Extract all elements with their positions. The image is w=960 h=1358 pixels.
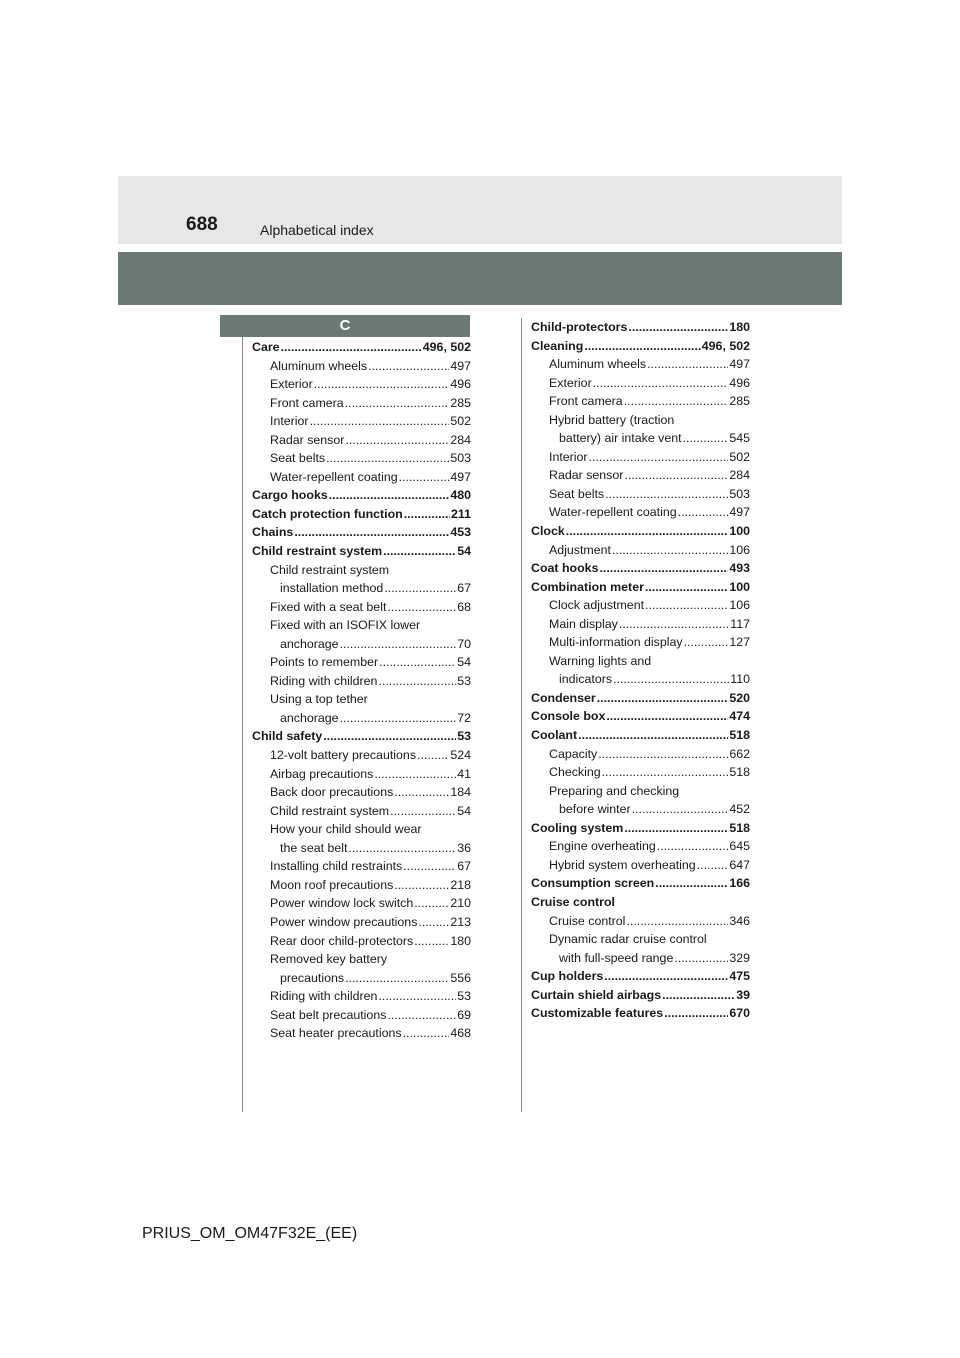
index-subentry <box>531 763 750 782</box>
dot-leader <box>345 394 450 413</box>
dot-leader <box>349 839 457 858</box>
entry-label: Condenser <box>531 690 596 705</box>
page-ref[interactable]: 475 <box>729 969 750 984</box>
dot-leader <box>378 987 456 1006</box>
entry-label: Cooling system <box>531 820 624 835</box>
index-subentry <box>252 672 471 691</box>
page-ref[interactable]: 524 <box>450 748 471 763</box>
index-subentry <box>531 912 750 931</box>
dot-leader <box>645 596 728 615</box>
dot-leader <box>674 949 728 968</box>
entry-label: Main display <box>549 616 618 631</box>
entry-label: Seat heater precautions <box>270 1026 402 1041</box>
entry-label: Power window precautions <box>270 914 418 929</box>
page-ref[interactable]: 36 <box>457 840 471 855</box>
dot-leader <box>619 615 729 634</box>
page-ref[interactable]: 452 <box>729 802 750 817</box>
index-subentry <box>252 969 471 988</box>
index-entry <box>252 542 471 561</box>
entry-label: Clock adjustment <box>549 598 645 613</box>
entry-label: Preparing and checking <box>549 783 680 798</box>
entry-label: Rear door child-protectors <box>270 933 414 948</box>
entry-label: Riding with children <box>270 673 378 688</box>
page-ref[interactable]: 497 <box>729 357 750 372</box>
dot-leader <box>368 357 449 376</box>
index-subentry <box>252 412 471 431</box>
dot-leader <box>281 338 422 357</box>
entry-label: Interior <box>270 414 309 429</box>
index-subentry <box>252 987 471 1006</box>
page-ref[interactable]: 180 <box>729 320 750 334</box>
index-subentry <box>531 856 750 875</box>
dot-leader <box>683 429 729 448</box>
dot-leader <box>323 727 456 746</box>
index-entry <box>531 559 750 578</box>
index-subentry <box>252 932 471 951</box>
entry-label: Using a top tether <box>270 692 368 707</box>
dot-leader <box>612 541 728 560</box>
page-ref[interactable]: 502 <box>450 414 471 429</box>
page-ref[interactable]: 285 <box>729 394 750 409</box>
dot-leader <box>597 689 729 708</box>
dot-leader <box>624 466 728 485</box>
entry-label: Installing child restraints <box>270 859 403 874</box>
page-ref[interactable]: 284 <box>450 432 471 447</box>
dot-leader <box>662 986 735 1005</box>
entry-label: Child-protectors <box>531 320 628 334</box>
entry-label: precautions <box>280 970 345 985</box>
entry-label: Seat belts <box>549 486 605 501</box>
page-ref[interactable]: 346 <box>729 913 750 928</box>
entry-label: anchorage <box>280 710 339 725</box>
entry-label: Moon roof precautions <box>270 877 394 892</box>
dot-leader <box>604 967 728 986</box>
dot-leader <box>624 819 728 838</box>
dot-leader <box>399 468 450 487</box>
entry-label: before winter <box>559 802 631 817</box>
dot-leader <box>655 874 728 893</box>
entry-label: Warning lights and <box>549 653 652 668</box>
page-ref[interactable]: 100 <box>729 579 750 594</box>
page-ref[interactable]: 284 <box>729 468 750 483</box>
entry-label: Cruise control <box>549 913 626 928</box>
page-ref[interactable]: 497 <box>450 358 471 373</box>
entry-label: Points to remember <box>270 655 379 670</box>
dot-leader <box>294 523 449 542</box>
dot-leader <box>394 783 449 802</box>
index-subentry <box>531 633 750 652</box>
page-ref[interactable]: 54 <box>457 655 471 670</box>
dot-leader <box>403 1024 450 1043</box>
dot-leader <box>584 337 700 356</box>
page-ref[interactable]: 39 <box>736 987 750 1002</box>
page-ref[interactable]: 520 <box>729 690 750 705</box>
dot-leader <box>374 765 456 784</box>
dot-leader <box>589 448 729 467</box>
index-entry <box>531 578 750 597</box>
dot-leader <box>613 670 729 689</box>
entry-label: Airbag precautions <box>270 766 374 781</box>
entry-label: Clock <box>531 524 565 539</box>
dot-leader <box>605 485 728 504</box>
page-ref[interactable]: 70 <box>457 636 471 651</box>
page-ref[interactable]: 69 <box>457 1007 471 1022</box>
dot-leader <box>678 503 729 522</box>
entry-label: Adjustment <box>549 542 611 557</box>
entry-label: Child restraint system <box>270 562 390 577</box>
index-subentry <box>531 374 750 393</box>
entry-label: Cargo hooks <box>252 488 328 503</box>
dot-leader <box>310 412 450 431</box>
index-subentry <box>252 635 471 654</box>
dot-leader <box>414 932 449 951</box>
page-ref[interactable]: 474 <box>729 709 750 724</box>
index-entry <box>531 819 750 838</box>
entry-label: Catch protection function <box>252 506 403 521</box>
index-subentry <box>531 485 750 504</box>
entry-label: indicators <box>559 672 613 687</box>
page-ref[interactable]: 480 <box>450 488 471 503</box>
entry-label: Front camera <box>270 395 344 410</box>
index-subentry <box>252 449 471 468</box>
page-ref[interactable]: 67 <box>457 859 471 874</box>
entry-label: Checking <box>549 765 601 780</box>
entry-label: Coat hooks <box>531 561 599 576</box>
entry-label: Dynamic radar cruise control <box>549 932 707 947</box>
entry-label: Multi-information display <box>549 635 683 650</box>
index-entry <box>252 523 471 542</box>
index-subentry <box>252 375 471 394</box>
section-title: Alphabetical index <box>260 222 374 238</box>
dot-leader <box>414 894 449 913</box>
entry-label: battery) air intake vent <box>559 431 682 446</box>
index-subentry <box>252 598 471 617</box>
entry-label: Removed key battery <box>270 952 388 967</box>
entry-label: the seat belt <box>280 840 348 855</box>
page-ref[interactable]: 453 <box>450 525 471 540</box>
page-ref[interactable]: 68 <box>457 599 471 614</box>
page-ref[interactable]: 645 <box>729 839 750 854</box>
page-ref[interactable]: 53 <box>457 989 471 1004</box>
dot-leader <box>390 802 456 821</box>
page-ref[interactable]: 670 <box>729 1006 750 1021</box>
dot-leader <box>628 318 728 337</box>
page-ref[interactable]: 496, 502 <box>701 338 750 353</box>
page-ref[interactable]: 54 <box>457 544 471 559</box>
index-column-right <box>531 318 750 1023</box>
dot-leader <box>418 913 449 932</box>
dot-leader <box>329 486 450 505</box>
page-ref[interactable]: 496 <box>729 375 750 390</box>
index-subentry <box>252 876 471 895</box>
dot-leader <box>394 876 449 895</box>
dot-leader <box>326 449 449 468</box>
entry-label: Hybrid battery (traction <box>549 412 675 427</box>
entry-label: Interior <box>549 449 588 464</box>
page-ref[interactable]: 468 <box>450 1026 471 1041</box>
index-subentry <box>531 652 750 671</box>
index-entry <box>531 522 750 541</box>
dot-leader <box>647 355 728 374</box>
index-subentry <box>531 596 750 615</box>
index-subentry <box>252 709 471 728</box>
entry-label: Capacity <box>549 746 598 761</box>
page-ref[interactable]: 54 <box>457 803 471 818</box>
index-subentry <box>252 1024 471 1043</box>
index-entry <box>531 337 750 356</box>
index-entry <box>531 726 750 745</box>
index-subentry <box>531 930 750 949</box>
dot-leader <box>593 374 729 393</box>
entry-label: Cleaning <box>531 338 584 353</box>
index-subentry <box>252 394 471 413</box>
dot-leader <box>626 912 728 931</box>
dot-leader <box>345 431 449 450</box>
page-ref[interactable]: 184 <box>450 785 471 800</box>
dot-leader <box>383 542 456 561</box>
page-ref[interactable]: 662 <box>729 746 750 761</box>
page-ref[interactable]: 518 <box>729 765 750 780</box>
entry-label: How your child should wear <box>270 822 422 837</box>
index-subentry <box>252 616 471 635</box>
index-entry <box>252 338 471 357</box>
entry-label: Water-repellent coating <box>549 505 677 520</box>
page-ref[interactable]: 496, 502 <box>422 340 471 354</box>
entry-label: Seat belt precautions <box>270 1007 387 1022</box>
index-subentry <box>252 802 471 821</box>
entry-label: Seat belts <box>270 451 326 466</box>
dot-leader <box>578 726 728 745</box>
index-entry <box>531 874 750 893</box>
index-subentry <box>531 355 750 374</box>
entry-label: Care <box>252 340 280 354</box>
entry-label: Curtain shield airbags <box>531 987 662 1002</box>
page-ref[interactable]: 106 <box>729 542 750 557</box>
index-subentry <box>252 950 471 969</box>
page-ref[interactable]: 72 <box>457 710 471 725</box>
entry-label: Child restraint system <box>270 803 390 818</box>
dot-leader <box>664 1004 728 1023</box>
header-band <box>118 176 842 244</box>
index-entry <box>252 505 471 524</box>
dot-leader <box>645 578 728 597</box>
index-subentry <box>252 561 471 580</box>
entry-label: Consumption screen <box>531 876 655 891</box>
entry-label: Exterior <box>270 377 313 392</box>
dot-leader <box>387 598 456 617</box>
page-ref[interactable]: 285 <box>450 395 471 410</box>
page-ref[interactable]: 100 <box>729 524 750 539</box>
index-subentry <box>252 839 471 858</box>
entry-label: Engine overheating <box>549 839 656 854</box>
index-subentry <box>531 541 750 560</box>
entry-label: Aluminum wheels <box>270 358 368 373</box>
index-subentry <box>531 949 750 968</box>
page-ref[interactable]: 117 <box>730 616 750 631</box>
page-ref[interactable]: 496 <box>450 377 471 392</box>
index-entry <box>531 986 750 1005</box>
entry-label: Front camera <box>549 394 623 409</box>
dot-leader <box>403 857 456 876</box>
index-subentry <box>252 653 471 672</box>
page-ref[interactable]: 647 <box>729 857 750 872</box>
entry-label: Child restraint system <box>252 544 383 559</box>
index-subentry <box>531 411 750 430</box>
page-ref[interactable]: 218 <box>450 877 471 892</box>
index-subentry <box>252 820 471 839</box>
page-ref[interactable]: 493 <box>729 561 750 576</box>
page-ref[interactable]: 503 <box>729 486 750 501</box>
index-subentry <box>252 913 471 932</box>
entry-label: Exterior <box>549 375 592 390</box>
index-entry <box>531 893 750 912</box>
left-column-rule <box>242 337 243 1112</box>
entry-label: Radar sensor <box>270 432 345 447</box>
entry-label: Chains <box>252 525 294 540</box>
index-entry <box>531 689 750 708</box>
page-ref[interactable]: 53 <box>457 729 471 744</box>
dot-leader <box>684 633 729 652</box>
index-subentry <box>252 431 471 450</box>
index-subentry <box>252 1006 471 1025</box>
dot-leader <box>417 746 449 765</box>
dot-leader <box>624 392 729 411</box>
index-subentry <box>531 670 750 689</box>
index-subentry <box>531 782 750 801</box>
dot-leader <box>598 745 728 764</box>
index-subentry <box>252 894 471 913</box>
entry-label: Console box <box>531 709 606 724</box>
dot-leader <box>602 763 729 782</box>
index-subentry <box>531 615 750 634</box>
index-subentry <box>252 468 471 487</box>
index-subentry <box>252 857 471 876</box>
index-subentry <box>252 690 471 709</box>
page-ref[interactable]: 127 <box>729 635 750 650</box>
index-subentry <box>252 783 471 802</box>
index-subentry <box>531 429 750 448</box>
dot-leader <box>404 505 450 524</box>
dot-leader <box>599 559 728 578</box>
page-ref[interactable]: 545 <box>729 431 750 446</box>
index-subentry <box>531 837 750 856</box>
page-ref[interactable]: 211 <box>451 506 471 521</box>
entry-label: Cruise control <box>531 894 615 909</box>
entry-label: anchorage <box>280 636 339 651</box>
entry-label: Aluminum wheels <box>549 357 647 372</box>
entry-label: with full-speed range <box>559 950 674 965</box>
dot-leader <box>387 1006 456 1025</box>
page-ref[interactable]: 497 <box>729 505 750 520</box>
index-subentry <box>252 746 471 765</box>
index-entry <box>252 486 471 505</box>
index-subentry <box>531 745 750 764</box>
entry-label: Cup holders <box>531 969 604 984</box>
entry-label: Fixed with a seat belt <box>270 599 387 614</box>
dot-leader <box>314 375 450 394</box>
right-column-rule <box>521 318 522 1112</box>
entry-label: Coolant <box>531 728 578 743</box>
entry-label: Customizable features <box>531 1006 664 1021</box>
page-number: 688 <box>186 214 218 235</box>
page-ref[interactable]: 518 <box>729 820 750 835</box>
page-ref[interactable]: 180 <box>450 933 471 948</box>
index-entry <box>531 318 750 337</box>
entry-label: Hybrid system overheating <box>549 857 696 872</box>
dot-leader <box>657 837 729 856</box>
index-entry <box>531 707 750 726</box>
dot-leader <box>566 522 729 541</box>
entry-label: Power window lock switch <box>270 896 414 911</box>
dot-leader <box>606 707 728 726</box>
document-id: PRIUS_OM_OM47F32E_(EE) <box>142 1225 358 1242</box>
page-ref[interactable]: 67 <box>457 581 471 596</box>
dot-leader <box>378 672 456 691</box>
dot-leader <box>340 709 457 728</box>
index-letter-tab: C <box>220 315 470 337</box>
entry-label: Water-repellent coating <box>270 469 398 484</box>
dot-leader <box>384 579 456 598</box>
page-ref[interactable]: 518 <box>729 728 750 743</box>
index-entry <box>531 967 750 986</box>
page-ref[interactable]: 106 <box>729 598 750 613</box>
page-ref[interactable]: 502 <box>729 449 750 464</box>
page-ref[interactable]: 166 <box>729 876 750 891</box>
page-ref[interactable]: 497 <box>450 469 471 484</box>
page-ref[interactable]: 503 <box>450 451 471 466</box>
index-subentry <box>252 579 471 598</box>
entry-label: Back door precautions <box>270 785 394 800</box>
header-dark-band <box>118 252 842 305</box>
page-ref[interactable]: 213 <box>450 914 471 929</box>
page-ref[interactable]: 110 <box>730 672 750 687</box>
entry-label: Combination meter <box>531 579 644 594</box>
index-subentry <box>531 800 750 819</box>
entry-label: Fixed with an ISOFIX lower <box>270 618 421 633</box>
index-subentry <box>531 503 750 522</box>
dot-leader <box>340 635 457 654</box>
index-entry <box>252 727 471 746</box>
dot-leader <box>379 653 456 672</box>
entry-label: installation method <box>280 581 384 596</box>
index-subentry <box>252 765 471 784</box>
dot-leader <box>697 856 729 875</box>
page-ref[interactable]: 329 <box>729 950 750 965</box>
index-subentry <box>531 466 750 485</box>
dot-leader <box>345 969 449 988</box>
index-entry <box>531 1004 750 1023</box>
page-ref[interactable]: 210 <box>450 896 471 911</box>
entry-label: Radar sensor <box>549 468 624 483</box>
page-ref[interactable]: 53 <box>457 673 471 688</box>
page-ref[interactable]: 41 <box>457 766 471 781</box>
entry-label: Child safety <box>252 729 323 744</box>
index-subentry <box>252 357 471 376</box>
index-subentry <box>531 448 750 467</box>
entry-label: Riding with children <box>270 989 378 1004</box>
index-subentry <box>531 392 750 411</box>
entry-label: 12-volt battery precautions <box>270 748 417 763</box>
page-ref[interactable]: 556 <box>450 970 471 985</box>
index-column-left <box>252 338 471 1043</box>
dot-leader <box>632 800 729 819</box>
